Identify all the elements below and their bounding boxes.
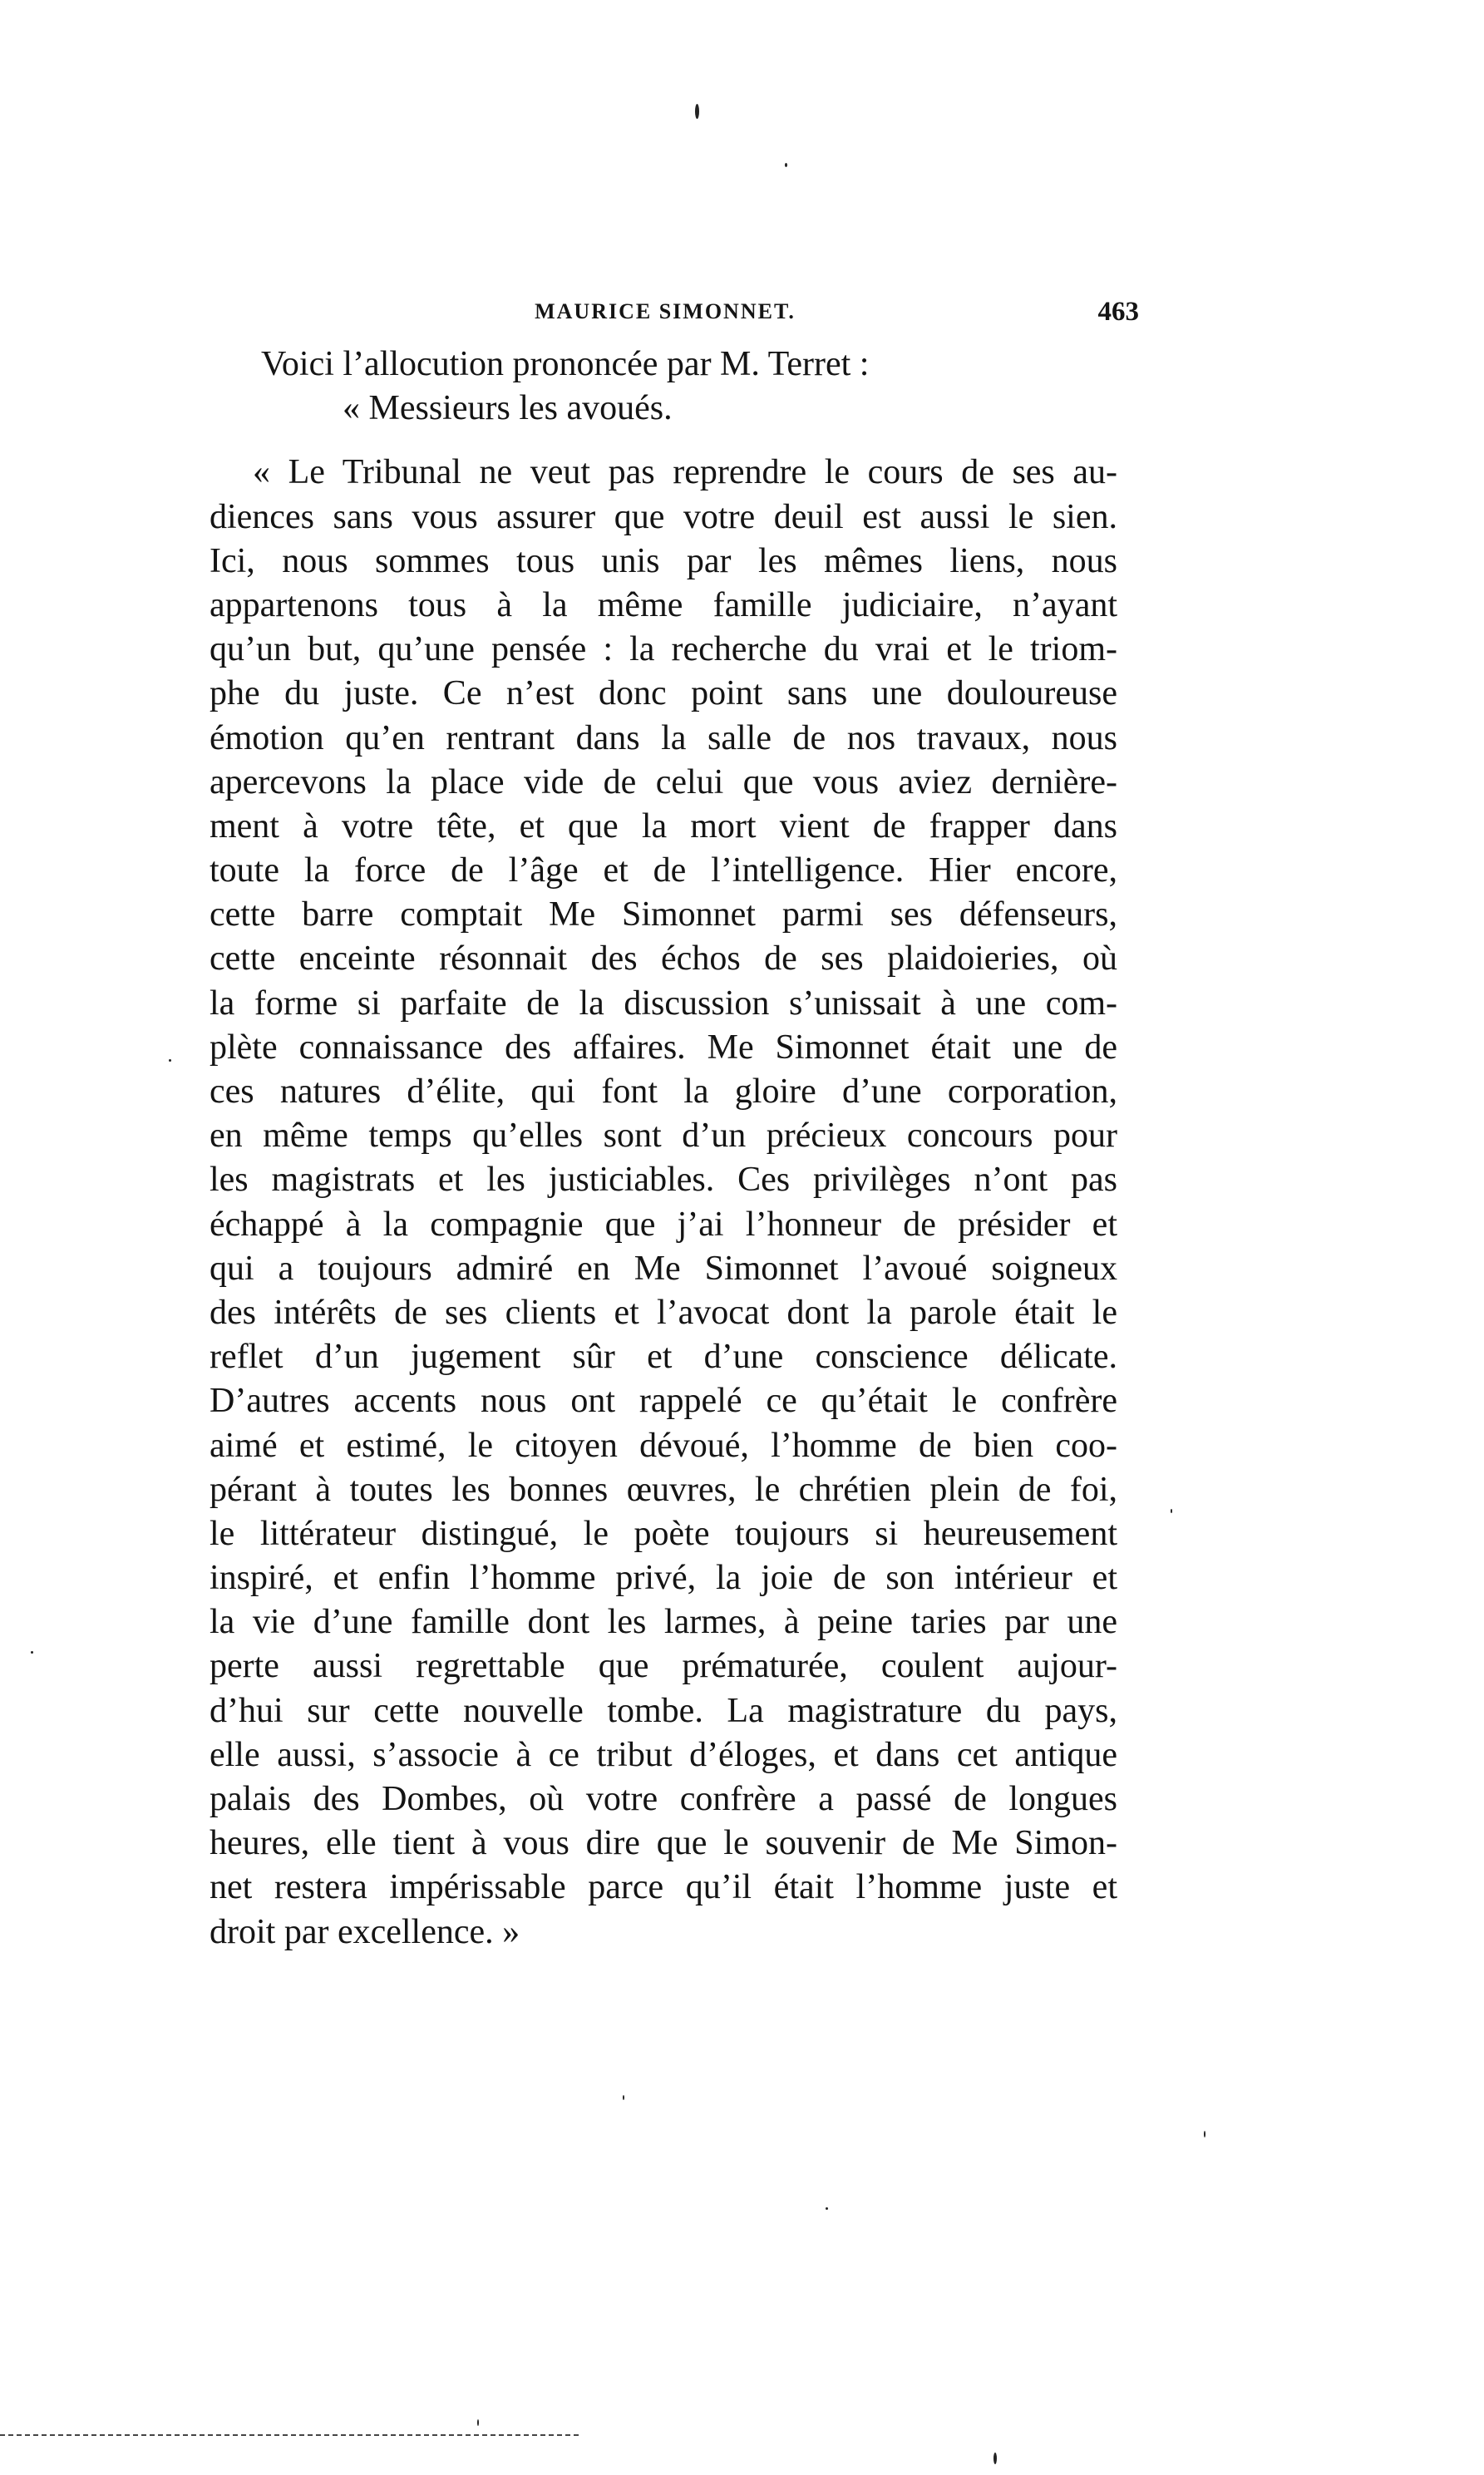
paragraph-line: ment à votre tête, et que la mort vient de frapper dans (210, 806, 1117, 846)
address-paragraph (210, 451, 1117, 1954)
paragraph-line: échappé à la compagnie que j’ai l’honneur de présider et (210, 1205, 1117, 1244)
paragraph-line: qui a toujours admiré en Me Simonnet l’avoué soigneux (210, 1249, 1117, 1288)
paragraph-line: reflet d’un jugement sûr et d’une conscience délicate. (210, 1338, 1117, 1377)
paragraph-line: plète connaissance des affaires. Me Simonnet était une de (210, 1028, 1117, 1067)
paragraph-line: elle aussi, s’associe à ce tribut d’éloges, et dans cet antique (210, 1735, 1117, 1774)
paragraph-line: les magistrats et les justiciables. Ces privilèges n’ont pas (210, 1161, 1117, 1200)
paragraph-gap (210, 431, 1117, 451)
page-number: 463 (1097, 297, 1139, 327)
paragraph-line: cette enceinte résonnait des échos de ses plaidoieries, où (210, 939, 1117, 979)
scan-speck (1204, 2131, 1205, 2137)
paragraph-line: phe du juste. Ce n’est donc point sans une douloureuse (210, 674, 1117, 713)
paragraph-line: palais des Dombes, où votre confrère a passé de longues (210, 1780, 1117, 1818)
paragraph-line: cette barre comptait Me Simonnet parmi ses défenseurs, (210, 895, 1117, 934)
paragraph-line: aimé et estimé, le citoyen dévoué, l’homme de bien coo- (210, 1426, 1117, 1465)
paragraph-line: le littérateur distingué, le poète toujours si heureusement (210, 1514, 1117, 1553)
paragraph-line: net restera impérissable parce qu’il était l’homme juste et (210, 1868, 1117, 1907)
paragraph-line: émotion qu’en rentrant dans la salle de nos travaux, nous (210, 718, 1117, 757)
paragraph-line: diences sans vous assurer que votre deuil est aussi le sien. (210, 497, 1117, 536)
paragraph-line: appartenons tous à la même famille judiciaire, n’ayant (210, 585, 1117, 624)
paragraph-line: inspiré, et enfin l’homme privé, la joie de son intérieur et (210, 1559, 1117, 1598)
scan-speck (31, 1651, 33, 1654)
running-head (208, 295, 1139, 328)
paragraph-line: heures, elle tient à vous dire que le souvenir de Me Simon- (210, 1824, 1117, 1863)
scan-speck (1171, 1509, 1172, 1513)
paragraph-line: perte aussi regrettable que prématurée, coulent aujour- (210, 1647, 1117, 1686)
paragraph-line: ces natures d’élite, qui font la gloire d’une corporation, (210, 1072, 1117, 1111)
paragraph-line: toute la force de l’âge et de l’intelligence. Hier encore, (210, 851, 1117, 890)
body-text (210, 343, 1117, 1955)
scan-speck (826, 2207, 828, 2210)
scan-speck (785, 163, 787, 167)
intro-line: Voici l’allocution prononcée par M. Terret : (261, 345, 870, 383)
scan-speck (477, 2419, 479, 2426)
paragraph-line: apercevons la place vide de celui que vous aviez dernière- (210, 762, 1117, 801)
scan-speck (695, 104, 699, 119)
scan-edge-rule (0, 2434, 582, 2436)
paragraph-line: qu’un but, qu’une pensée : la recherche du vrai et le triom- (210, 630, 1117, 669)
paragraph-line: la vie d’une famille dont les larmes, à peine taries par une (210, 1603, 1117, 1642)
scan-speck (993, 2453, 997, 2464)
paragraph-line: D’autres accents nous ont rappelé ce qu’était le confrère (210, 1382, 1117, 1421)
scan-speck (623, 2095, 624, 2100)
paragraph-line: Ici, nous sommes tous unis par les mêmes liens, nous (210, 541, 1117, 580)
paragraph-line: pérant à toutes les bonnes œuvres, le chrétien plein de foi, (210, 1470, 1117, 1509)
paragraph-line: en même temps qu’elles sont d’un précieux concours pour (210, 1117, 1117, 1156)
paragraph-line: la forme si parfaite de la discussion s’unissait à une com- (210, 984, 1117, 1023)
paragraph-line: des intérêts de ses clients et l’avocat dont la parole était le (210, 1293, 1117, 1332)
running-head-title: MAURICE SIMONNET. (535, 299, 796, 323)
paragraph-line: « Le Tribunal ne veut pas reprendre le cours de ses au- (253, 453, 1117, 492)
paragraph-line: d’hui sur cette nouvelle tombe. La magistrature du pays, (210, 1691, 1117, 1730)
salutation-line: « Messieurs les avoués. (343, 389, 673, 428)
paragraph-line: droit par excellence. » (210, 1912, 520, 1951)
scan-speck (169, 1059, 171, 1062)
